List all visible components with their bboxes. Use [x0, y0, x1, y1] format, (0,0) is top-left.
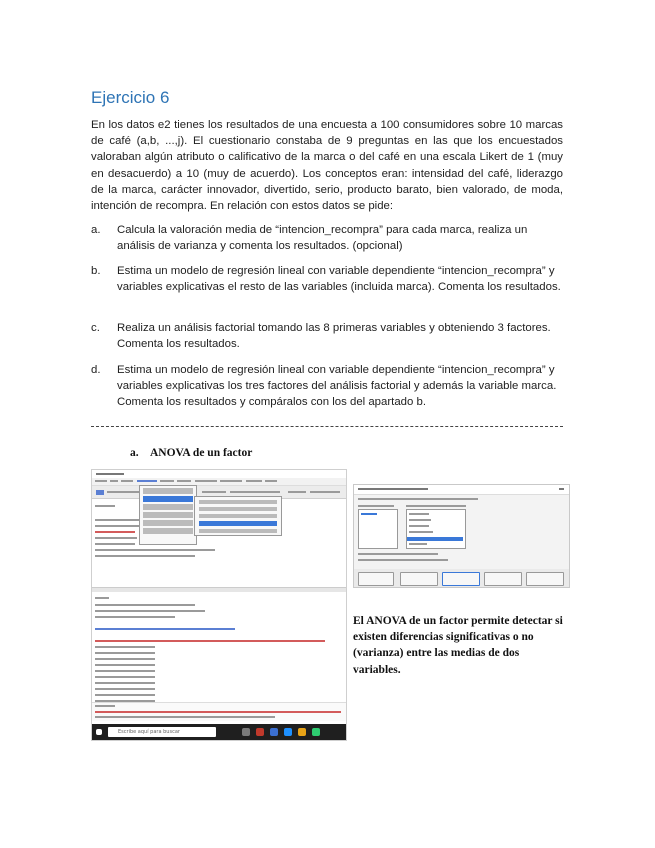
accept-button[interactable] — [442, 572, 480, 586]
task-letter: a. — [91, 224, 101, 236]
dialog-button-row — [354, 569, 569, 587]
pairwise-option[interactable] — [358, 553, 438, 555]
task-text: Calcula la valoración media de “intencion_recompra” para cada marca, realiza un análisis de varianza y comenta los resultados. (opcional) — [117, 224, 528, 253]
anova-caption: El ANOVA de un factor permite detectar si existen diferencias significativas o no (varianza) entre las medias de dos variables. — [353, 615, 563, 676]
output-pane — [92, 592, 346, 712]
task-text: Estima un modelo de regresión lineal con variable dependiente “intencion_recompra” y variables explicativas el resto de las variables (incluida marca). Comenta los resultados. — [117, 265, 561, 294]
menu-bar — [92, 478, 346, 486]
cancel-button[interactable] — [484, 572, 522, 586]
welch-option[interactable] — [358, 559, 448, 561]
section-label: ANOVA de un factor — [150, 447, 253, 459]
groups-listbox[interactable] — [358, 509, 398, 549]
mail-icon[interactable] — [270, 728, 278, 736]
task-c — [91, 320, 563, 352]
windows-taskbar — [92, 724, 346, 740]
anova-dialog-screenshot — [353, 484, 570, 588]
exercise-title: Ejercicio 6 — [91, 88, 170, 107]
taskbar-search-placeholder: Escribe aquí para buscar — [118, 729, 180, 735]
groups-label — [358, 505, 394, 507]
edge-icon[interactable] — [284, 728, 292, 736]
response-listbox[interactable] — [406, 509, 466, 549]
task-letter: b. — [91, 265, 101, 277]
spotify-icon[interactable] — [312, 728, 320, 736]
task-letter: c. — [91, 322, 100, 334]
model-name-label — [358, 498, 478, 500]
apply-button[interactable] — [526, 572, 564, 586]
task-b — [91, 263, 563, 295]
chrome-icon[interactable] — [298, 728, 306, 736]
taskview-icon[interactable] — [242, 728, 250, 736]
means-submenu — [194, 496, 282, 536]
task-letter: d. — [91, 364, 101, 376]
dashed-divider — [91, 426, 563, 427]
task-text: Estima un modelo de regresión lineal con variable dependiente “intencion_recompra” y variables explicativas los tres factores del análisis factorial y además la variable marca. Comenta los resultados y compáralos con los del apartado b. — [117, 364, 557, 409]
response-label — [406, 505, 466, 507]
section-letter: a. — [130, 447, 139, 459]
dialog-titlebar — [354, 485, 569, 495]
intro-paragraph: En los datos e2 tienes los resultados de una encuesta a 100 consumidores sobre 10 marcas de café (a,b, ...,j). El cuestionario constaba de 9 preguntas en las que los encuestados valoraban algún atributo o calificativo de la marca o del café en una escala Likert de 1 (muy en desacuerdo) a 10 (muy de acuerdo). Los conceptos eran: intensidad del café, liderazgo de la marca, carácter innovador, divertido, serio, producto barato, bien valorado, de moda, intención de recompra. En relación con estos datos se pide: — [91, 119, 563, 213]
app-icon[interactable] — [256, 728, 264, 736]
task-a — [91, 222, 563, 254]
task-d — [91, 362, 563, 411]
task-text: Realiza un análisis factorial tomando las 8 primeras variables y obteniendo 3 factores. Comenta los resultados. — [117, 322, 551, 351]
section-heading — [130, 447, 252, 459]
windows-start-icon[interactable] — [96, 729, 102, 735]
rcommander-screenshot — [91, 469, 347, 741]
help-button[interactable] — [358, 572, 394, 586]
messages-pane — [92, 702, 346, 721]
statistics-menu — [139, 485, 197, 545]
taskbar-search-input[interactable] — [108, 727, 216, 737]
reset-button[interactable] — [400, 572, 438, 586]
